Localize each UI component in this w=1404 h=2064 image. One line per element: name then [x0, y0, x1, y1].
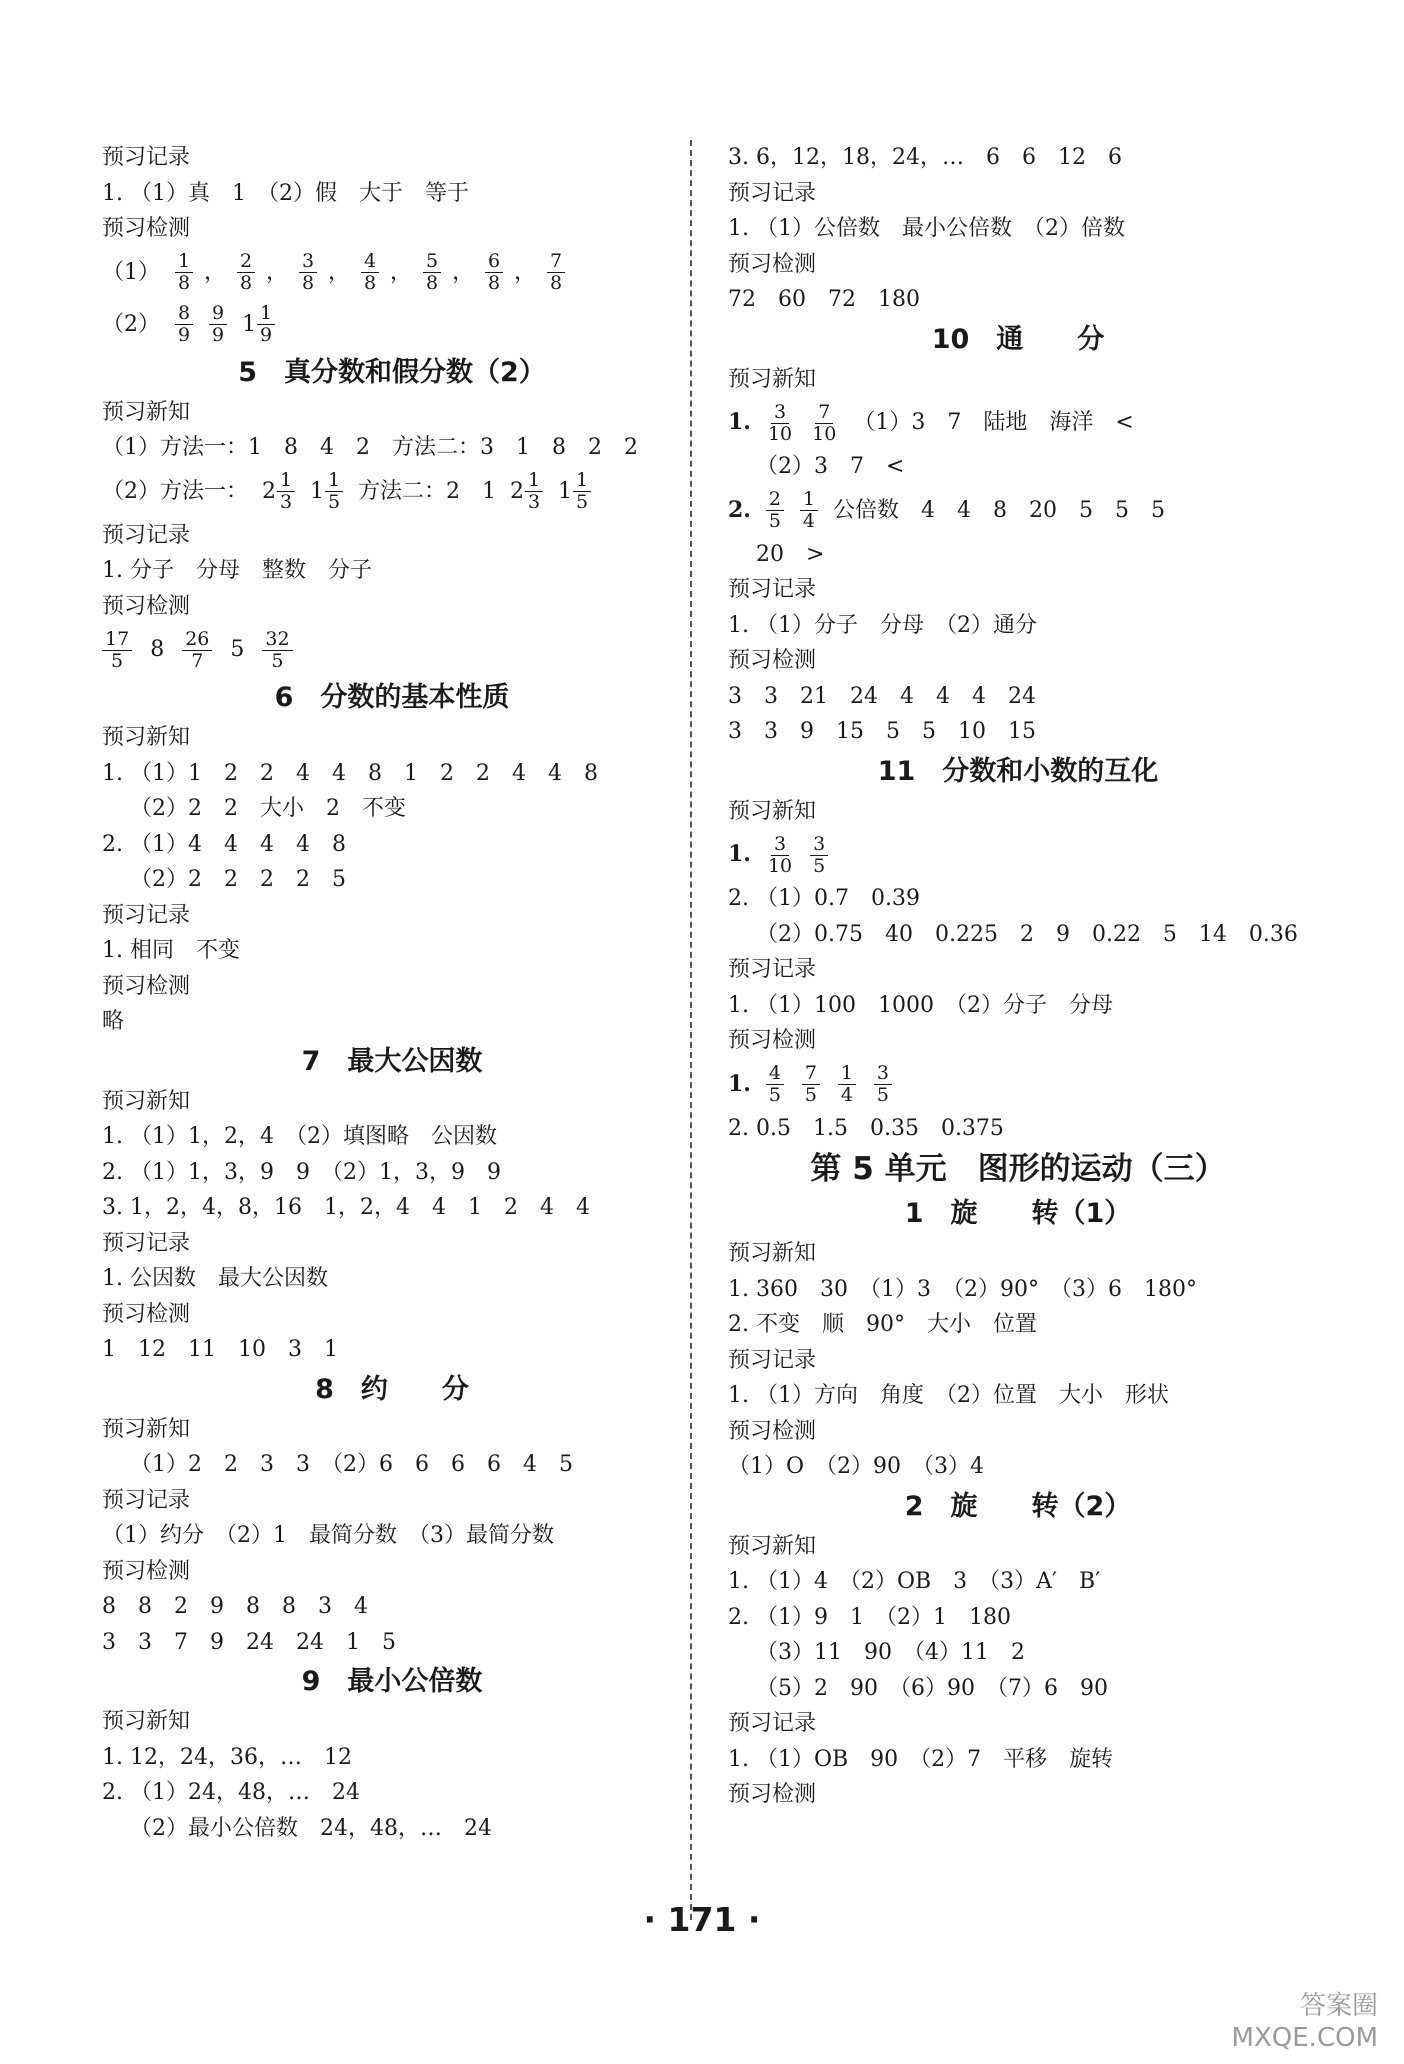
- fraction: $\frac{6}{8}$: [484, 251, 504, 294]
- answer-line: 略: [102, 1009, 125, 1034]
- mixed-number: 1 $\frac{1}{9}$: [242, 303, 276, 346]
- answer-line: 1. （1）1，2，4 （2）填图略 公因数: [102, 1124, 497, 1149]
- answer-line: 2. 不变 顺 90° 大小 位置: [728, 1312, 1037, 1337]
- heading-preview-record: 预习记录: [102, 145, 191, 170]
- answer-text: 5: [230, 637, 245, 663]
- heading-preview-new: 预习新知: [728, 366, 817, 392]
- page-number: · 171 ·: [643, 1900, 761, 1939]
- heading-preview-check: 预习检测: [102, 216, 191, 241]
- answer-line: （2）最小公倍数 24，48，… 24: [130, 1815, 492, 1841]
- answer-line: 1. （1）1 2 2 4 4 8 1 2 2 4 4 8: [102, 760, 598, 786]
- answer-line-fractions: [102, 299, 682, 351]
- heading-preview-new: 预习新知: [102, 399, 191, 425]
- answer-line: （2）3 7 <: [756, 454, 905, 479]
- answer-line: 2. 0.5 1.5 0.35 0.375: [728, 1115, 1004, 1141]
- answer-line: 1. 相同 不变: [102, 938, 240, 963]
- heading-preview-check: 预习检测: [102, 1301, 191, 1327]
- answer-line: 3. 1，2，4，8，16 1，2，4 4 1 2 4 4: [102, 1195, 590, 1220]
- separator: ，: [204, 259, 227, 285]
- answer-line: 1. 12，24，36，… 12: [102, 1744, 352, 1770]
- answer-line: （1）O （2）90 （3）4: [728, 1454, 985, 1479]
- fraction: $\frac{3}{8}$: [298, 251, 318, 294]
- heading-preview-record: 预习记录: [102, 902, 191, 928]
- heading-preview-new: 预习新知: [102, 1416, 191, 1442]
- heading-preview-new: 预习新知: [102, 725, 191, 750]
- answer-line-fractions: [728, 829, 1308, 881]
- heading-preview-record: 预习记录: [102, 1487, 191, 1513]
- answer-line: （2）2 2 2 2 5: [130, 867, 346, 892]
- heading-preview-record: 预习记录: [728, 1711, 817, 1736]
- answer-text: （2）方法一：: [102, 478, 248, 504]
- section-title: 8 约 分: [315, 1373, 469, 1405]
- section-title: 11 分数和小数的互化: [877, 755, 1159, 787]
- fraction: $\frac{1}{4}$: [799, 489, 819, 532]
- answer-line: 1. （1）4 （2）OB 3 （3）A′ B′: [728, 1569, 1101, 1594]
- fraction: $\frac{8}{9}$: [174, 303, 194, 346]
- left-column: [102, 140, 682, 1846]
- mixed-number: 1 $\frac{1}{5}$: [310, 470, 344, 513]
- fraction: $\frac{2}{8}$: [236, 251, 256, 294]
- fraction-list: [765, 1063, 893, 1106]
- answer-line: 1. （1）分子 分母 （2）通分: [728, 612, 1037, 638]
- heading-preview-record: 预习记录: [102, 1230, 191, 1256]
- answer-line-fractions: [102, 466, 682, 518]
- answer-line: 1 12 11 10 3 1: [102, 1337, 338, 1362]
- heading-preview-record: 预习记录: [102, 522, 191, 548]
- answer-text: 8: [150, 637, 165, 663]
- heading-preview-check: 预习检测: [728, 251, 817, 277]
- answer-line: 1. 分子 分母 整数 分子: [102, 558, 372, 583]
- answer-line: （3）11 90 （4）11 2: [756, 1640, 1025, 1665]
- answer-line: 2. （1）1，3，9 9 （2）1，3，9 9: [102, 1159, 501, 1185]
- heading-preview-record: 预习记录: [728, 957, 817, 982]
- section-title: 9 最小公倍数: [301, 1666, 483, 1697]
- answer-line: （2）0.75 40 0.225 2 9 0.22 5 14 0.36: [756, 921, 1298, 947]
- heading-preview-check: 预习检测: [728, 1418, 817, 1444]
- heading-preview-check: 预习检测: [728, 648, 817, 673]
- fraction: $\frac{3}{5}$: [809, 834, 829, 877]
- watermark-url: MXQE.COM: [1231, 2023, 1378, 2053]
- answer-line: 3. 6，12，18，24，… 6 6 12 6: [728, 145, 1122, 170]
- mixed-number: 1 $\frac{1}{5}$: [558, 470, 592, 513]
- answer-text: 方法二：2 1: [358, 478, 496, 504]
- mixed-number: 2 $\frac{1}{3}$: [510, 470, 544, 513]
- answer-line: 1. （1）OB 90 （2）7 平移 旋转: [728, 1746, 1114, 1772]
- item-number: 1.: [728, 1070, 751, 1097]
- fraction: $\frac{4}{8}$: [360, 251, 380, 294]
- answer-line: （1）方法一：1 8 4 2 方法二：3 1 8 2 2: [102, 435, 638, 460]
- answer-line: 1. 公因数 最大公因数: [102, 1266, 328, 1291]
- right-column: [728, 140, 1308, 1813]
- answer-line: 2. （1）0.7 0.39: [728, 886, 920, 911]
- separator: ，: [452, 259, 475, 285]
- heading-preview-new: 预习新知: [728, 1241, 817, 1266]
- heading-preview-new: 预习新知: [102, 1088, 191, 1114]
- answer-line: 2. （1）4 4 4 4 8: [102, 831, 346, 857]
- answer-label: （2）: [102, 311, 160, 337]
- answer-line: 2. （1）24，48，… 24: [102, 1780, 360, 1805]
- fraction-list: [174, 251, 566, 294]
- fraction: $\frac{3}{10}$: [767, 832, 793, 877]
- heading-preview-record: 预习记录: [728, 1347, 817, 1373]
- answer-line: 1. （1）真 1 （2）假 大于 等于: [102, 180, 469, 206]
- fraction: $\frac{3}{5}$: [873, 1063, 893, 1106]
- answer-line: （5）2 90 （6）90 （7）6 90: [756, 1675, 1108, 1701]
- answer-line: 72 60 72 180: [728, 287, 920, 312]
- heading-preview-check: 预习检测: [102, 593, 191, 619]
- answer-line-fractions: [102, 247, 682, 299]
- heading-preview-check: 预习检测: [102, 1558, 191, 1584]
- heading-preview-record: 预习记录: [728, 577, 817, 602]
- section-title: 5 真分数和假分数（2）: [238, 356, 546, 388]
- answer-text: （1）3 7 陆地 海洋 <: [853, 410, 1134, 436]
- fraction: $\frac{2}{5}$: [765, 489, 785, 532]
- fraction: $\frac{17}{5}$: [102, 629, 132, 672]
- fraction: $\frac{9}{9}$: [208, 303, 228, 346]
- section-title: 7 最大公因数: [301, 1045, 483, 1077]
- column-divider: [690, 140, 692, 1920]
- separator: ，: [514, 259, 537, 285]
- item-number: 2.: [728, 496, 751, 523]
- answer-line: 1. （1）方向 角度 （2）位置 大小 形状: [728, 1383, 1169, 1408]
- separator: ，: [266, 259, 289, 285]
- answer-label: （1）: [102, 259, 160, 285]
- answer-line: 1. （1）100 1000 （2）分子 分母: [728, 992, 1113, 1018]
- fraction: $\frac{1}{4}$: [837, 1063, 857, 1106]
- answer-line: 8 8 2 9 8 8 3 4: [102, 1594, 368, 1619]
- heading-preview-check: 预习检测: [728, 1028, 817, 1053]
- item-number: 1.: [728, 841, 751, 868]
- answer-text: 公倍数 4 4 8 20 5 5 5: [832, 497, 1165, 523]
- separator: ，: [390, 259, 413, 285]
- mixed-number: 2 $\frac{1}{3}$: [262, 470, 296, 513]
- answer-line: 20 >: [756, 541, 825, 567]
- heading-preview-check: 预习检测: [102, 973, 191, 999]
- fraction: $\frac{7}{5}$: [801, 1063, 821, 1106]
- answer-line: （2）2 2 大小 2 不变: [130, 796, 406, 821]
- item-number: 1.: [728, 409, 751, 436]
- answer-line-fractions: [102, 624, 682, 676]
- answer-line: （1）约分 （2）1 最简分数 （3）最简分数: [102, 1523, 554, 1548]
- heading-preview-record: 预习记录: [728, 180, 817, 206]
- heading-preview-new: 预习新知: [102, 1709, 191, 1734]
- fraction: $\frac{7}{8}$: [546, 251, 566, 294]
- watermark-text: 答案圈: [1299, 1991, 1378, 2021]
- answer-line: 2. （1）9 1 （2）1 180: [728, 1604, 1011, 1630]
- fraction: $\frac{3}{10}$: [767, 400, 793, 445]
- answer-line-fractions: [728, 397, 1308, 449]
- fraction: $\frac{4}{5}$: [765, 1063, 785, 1106]
- unit-title: 第 5 单元 图形的运动（三）: [810, 1151, 1226, 1187]
- fraction: $\frac{5}{8}$: [422, 251, 442, 294]
- fraction: $\frac{26}{7}$: [182, 629, 212, 672]
- answer-line: 1. （1）公倍数 最小公倍数 （2）倍数: [728, 216, 1125, 241]
- answer-line-fractions: [728, 485, 1308, 537]
- fraction: $\frac{7}{10}$: [812, 400, 837, 445]
- heading-preview-new: 预习新知: [728, 1533, 817, 1559]
- answer-line: 3 3 7 9 24 24 1 5: [102, 1629, 396, 1655]
- answer-line: 1. 360 30 （1）3 （2）90° （3）6 180°: [728, 1276, 1197, 1302]
- answer-line: 3 3 21 24 4 4 4 24: [728, 683, 1036, 709]
- fraction: $\frac{1}{8}$: [174, 251, 194, 294]
- watermark-logo: [1232, 1990, 1378, 2054]
- heading-preview-check: 预习检测: [728, 1782, 817, 1807]
- answer-line: （1）2 2 3 3 （2）6 6 6 6 4 5: [130, 1452, 573, 1477]
- section-title: 2 旋 转（2）: [904, 1490, 1132, 1522]
- section-title: 6 分数的基本性质: [274, 682, 510, 713]
- answer-line: 3 3 9 15 5 5 10 15: [728, 719, 1036, 744]
- fraction: $\frac{32}{5}$: [262, 629, 292, 672]
- section-title: 10 通 分: [931, 323, 1105, 355]
- answer-line-fractions: [728, 1059, 1308, 1111]
- separator: ，: [328, 259, 351, 285]
- section-title: 1 旋 转（1）: [904, 1198, 1132, 1229]
- heading-preview-new: 预习新知: [728, 798, 817, 824]
